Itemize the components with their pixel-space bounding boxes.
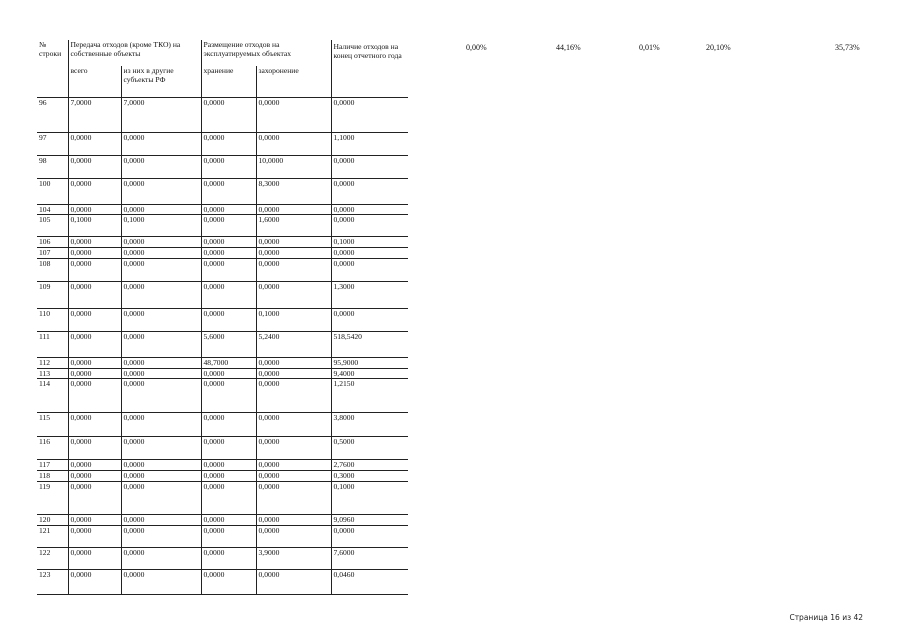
- transfer-total-cell: 0,0000: [68, 308, 121, 331]
- header-presence: Наличие отходов на конец отчетного года: [331, 40, 408, 97]
- transfer-total-cell: 0,0000: [68, 281, 121, 308]
- percent-value: 0,00%: [466, 43, 487, 52]
- transfer-other-cell: 0,0000: [121, 281, 201, 308]
- transfer-other-cell: 0,0000: [121, 514, 201, 525]
- storage-cell: 0,0000: [201, 178, 256, 204]
- table-row: [37, 379, 408, 413]
- header-placement: Размещение отходов на эксплуатируемых объектах: [201, 40, 331, 66]
- transfer-total-cell: 0,0000: [68, 569, 121, 594]
- table-row: [37, 155, 408, 178]
- transfer-other-cell: 0,0000: [121, 308, 201, 331]
- transfer-total-cell: 0,0000: [68, 368, 121, 379]
- page-number: Страница 16 из 42: [789, 613, 863, 622]
- presence-cell: 9,0960: [331, 514, 408, 525]
- header-transfer-other-regions: из них в другие субъекты РФ: [121, 66, 201, 97]
- storage-cell: 0,0000: [201, 547, 256, 569]
- burial-cell: 0,0000: [256, 525, 331, 547]
- burial-cell: 0,0000: [256, 379, 331, 413]
- table-row: [37, 281, 408, 308]
- header-transfer-total: всего: [68, 66, 121, 97]
- storage-cell: 0,0000: [201, 132, 256, 155]
- table-row: [37, 97, 408, 132]
- transfer-other-cell: 0,0000: [121, 547, 201, 569]
- table-row: [37, 357, 408, 368]
- storage-cell: 0,0000: [201, 248, 256, 259]
- transfer-other-cell: 0,0000: [121, 413, 201, 437]
- transfer-other-cell: 0,0000: [121, 525, 201, 547]
- transfer-other-cell: 0,0000: [121, 178, 201, 204]
- percent-value: 44,16%: [556, 43, 581, 52]
- table-row: [37, 215, 408, 237]
- burial-cell: 5,2400: [256, 331, 331, 357]
- storage-cell: 0,0000: [201, 413, 256, 437]
- row-number: 105: [37, 215, 68, 237]
- table-row: [37, 258, 408, 281]
- presence-cell: 0,3000: [331, 471, 408, 482]
- row-number: 100: [37, 178, 68, 204]
- percent-value: 0,01%: [639, 43, 660, 52]
- storage-cell: 0,0000: [201, 514, 256, 525]
- transfer-total-cell: 0,0000: [68, 471, 121, 482]
- table-row: [37, 514, 408, 525]
- transfer-other-cell: 0,0000: [121, 132, 201, 155]
- table-row: [37, 481, 408, 514]
- storage-cell: 0,0000: [201, 525, 256, 547]
- transfer-other-cell: 0,0000: [121, 481, 201, 514]
- percent-value: 20,10%: [706, 43, 731, 52]
- transfer-other-cell: 0,0000: [121, 155, 201, 178]
- transfer-total-cell: 0,0000: [68, 132, 121, 155]
- transfer-other-cell: 0,0000: [121, 357, 201, 368]
- header-row-number: № строки: [39, 40, 62, 58]
- presence-cell: 0,5000: [331, 437, 408, 460]
- table-body: [37, 97, 408, 594]
- storage-cell: 0,0000: [201, 471, 256, 482]
- burial-cell: 10,0000: [256, 155, 331, 178]
- row-number: 96: [37, 97, 68, 132]
- burial-cell: 0,0000: [256, 460, 331, 471]
- row-number: 113: [37, 368, 68, 379]
- transfer-total-cell: 0,0000: [68, 155, 121, 178]
- transfer-total-cell: 0,0000: [68, 481, 121, 514]
- burial-cell: 0,0000: [256, 368, 331, 379]
- presence-cell: 518,5420: [331, 331, 408, 357]
- transfer-total-cell: 0,0000: [68, 460, 121, 471]
- presence-cell: 0,1000: [331, 481, 408, 514]
- row-number: 121: [37, 525, 68, 547]
- table-row: [37, 248, 408, 259]
- table-row: [37, 547, 408, 569]
- transfer-total-cell: 0,0000: [68, 379, 121, 413]
- burial-cell: 0,0000: [256, 413, 331, 437]
- storage-cell: 0,0000: [201, 97, 256, 132]
- transfer-total-cell: 0,0000: [68, 525, 121, 547]
- table-row: [37, 204, 408, 215]
- presence-cell: 3,8000: [331, 413, 408, 437]
- burial-cell: 0,0000: [256, 204, 331, 215]
- table-row: [37, 308, 408, 331]
- row-number: 104: [37, 204, 68, 215]
- row-number: 117: [37, 460, 68, 471]
- presence-cell: 0,1000: [331, 237, 408, 248]
- presence-cell: 0,0000: [331, 525, 408, 547]
- presence-cell: 9,4000: [331, 368, 408, 379]
- burial-cell: 0,0000: [256, 132, 331, 155]
- transfer-other-cell: 0,0000: [121, 471, 201, 482]
- table-row: [37, 413, 408, 437]
- header-placement-burial: захоронение: [256, 66, 331, 97]
- burial-cell: 3,9000: [256, 547, 331, 569]
- presence-cell: 0,0000: [331, 155, 408, 178]
- presence-cell: 95,9000: [331, 357, 408, 368]
- transfer-other-cell: 0,0000: [121, 569, 201, 594]
- burial-cell: 0,0000: [256, 471, 331, 482]
- transfer-total-cell: 0,0000: [68, 357, 121, 368]
- transfer-total-cell: 0,0000: [68, 413, 121, 437]
- row-number: 123: [37, 569, 68, 594]
- row-number: 109: [37, 281, 68, 308]
- transfer-total-cell: 0,0000: [68, 258, 121, 281]
- presence-cell: 7,6000: [331, 547, 408, 569]
- presence-cell: 0,0000: [331, 215, 408, 237]
- row-number: 119: [37, 481, 68, 514]
- transfer-other-cell: 0,0000: [121, 331, 201, 357]
- table-row: [37, 471, 408, 482]
- transfer-total-cell: 0,0000: [68, 204, 121, 215]
- presence-cell: 0,0000: [331, 308, 408, 331]
- presence-cell: 0,0000: [331, 97, 408, 132]
- row-number: 98: [37, 155, 68, 178]
- burial-cell: 0,0000: [256, 357, 331, 368]
- presence-cell: 1,1000: [331, 132, 408, 155]
- transfer-other-cell: 0,0000: [121, 460, 201, 471]
- table-row: [37, 178, 408, 204]
- transfer-total-cell: 7,0000: [68, 97, 121, 132]
- header-transfer: Передача отходов (кроме ТКО) на собственные объекты: [68, 40, 201, 66]
- storage-cell: 0,0000: [201, 215, 256, 237]
- presence-cell: 0,0460: [331, 569, 408, 594]
- presence-cell: 2,7600: [331, 460, 408, 471]
- waste-table: [37, 40, 408, 595]
- transfer-total-cell: 0,0000: [68, 547, 121, 569]
- row-number: 114: [37, 379, 68, 413]
- storage-cell: 0,0000: [201, 437, 256, 460]
- presence-cell: 0,0000: [331, 258, 408, 281]
- transfer-total-cell: 0,0000: [68, 248, 121, 259]
- row-number: 108: [37, 258, 68, 281]
- percent-value: 35,73%: [835, 43, 860, 52]
- transfer-total-cell: 0,0000: [68, 514, 121, 525]
- table-row: [37, 237, 408, 248]
- transfer-other-cell: 0,0000: [121, 237, 201, 248]
- transfer-total-cell: 0,1000: [68, 215, 121, 237]
- row-number: 106: [37, 237, 68, 248]
- storage-cell: 0,0000: [201, 569, 256, 594]
- transfer-total-cell: 0,0000: [68, 331, 121, 357]
- burial-cell: 0,0000: [256, 437, 331, 460]
- row-number: 120: [37, 514, 68, 525]
- transfer-total-cell: 0,0000: [68, 437, 121, 460]
- storage-cell: 0,0000: [201, 237, 256, 248]
- presence-cell: 0,0000: [331, 178, 408, 204]
- transfer-total-cell: 0,0000: [68, 178, 121, 204]
- table-row: [37, 525, 408, 547]
- burial-cell: 0,0000: [256, 258, 331, 281]
- table-row: [37, 569, 408, 594]
- burial-cell: 8,3000: [256, 178, 331, 204]
- storage-cell: 5,6000: [201, 331, 256, 357]
- transfer-other-cell: 0,0000: [121, 248, 201, 259]
- storage-cell: 0,0000: [201, 460, 256, 471]
- presence-cell: 0,0000: [331, 248, 408, 259]
- storage-cell: 48,7000: [201, 357, 256, 368]
- row-number: 118: [37, 471, 68, 482]
- transfer-other-cell: 0,0000: [121, 437, 201, 460]
- burial-cell: 1,6000: [256, 215, 331, 237]
- row-number: 111: [37, 331, 68, 357]
- burial-cell: 0,0000: [256, 281, 331, 308]
- row-number: 115: [37, 413, 68, 437]
- row-number: 110: [37, 308, 68, 331]
- presence-cell: 1,3000: [331, 281, 408, 308]
- transfer-other-cell: 0,0000: [121, 258, 201, 281]
- burial-cell: 0,0000: [256, 481, 331, 514]
- burial-cell: 0,0000: [256, 569, 331, 594]
- table-row: [37, 132, 408, 155]
- transfer-other-cell: 0,0000: [121, 204, 201, 215]
- presence-cell: 0,0000: [331, 204, 408, 215]
- row-number: 122: [37, 547, 68, 569]
- header-placement-storage: хранение: [201, 66, 256, 97]
- presence-cell: 1,2150: [331, 379, 408, 413]
- transfer-total-cell: 0,0000: [68, 237, 121, 248]
- burial-cell: 0,0000: [256, 514, 331, 525]
- table-row: [37, 437, 408, 460]
- transfer-other-cell: 0,0000: [121, 368, 201, 379]
- storage-cell: 0,0000: [201, 204, 256, 215]
- storage-cell: 0,0000: [201, 481, 256, 514]
- storage-cell: 0,0000: [201, 155, 256, 178]
- burial-cell: 0,0000: [256, 248, 331, 259]
- row-number: 107: [37, 248, 68, 259]
- row-number: 116: [37, 437, 68, 460]
- table-row: [37, 331, 408, 357]
- table-row: [37, 368, 408, 379]
- storage-cell: 0,0000: [201, 368, 256, 379]
- transfer-other-cell: 0,1000: [121, 215, 201, 237]
- burial-cell: 0,0000: [256, 237, 331, 248]
- storage-cell: 0,0000: [201, 281, 256, 308]
- burial-cell: 0,1000: [256, 308, 331, 331]
- row-number: 97: [37, 132, 68, 155]
- row-number: 112: [37, 357, 68, 368]
- storage-cell: 0,0000: [201, 379, 256, 413]
- storage-cell: 0,0000: [201, 308, 256, 331]
- transfer-other-cell: 7,0000: [121, 97, 201, 132]
- storage-cell: 0,0000: [201, 258, 256, 281]
- transfer-other-cell: 0,0000: [121, 379, 201, 413]
- burial-cell: 0,0000: [256, 97, 331, 132]
- table-row: [37, 460, 408, 471]
